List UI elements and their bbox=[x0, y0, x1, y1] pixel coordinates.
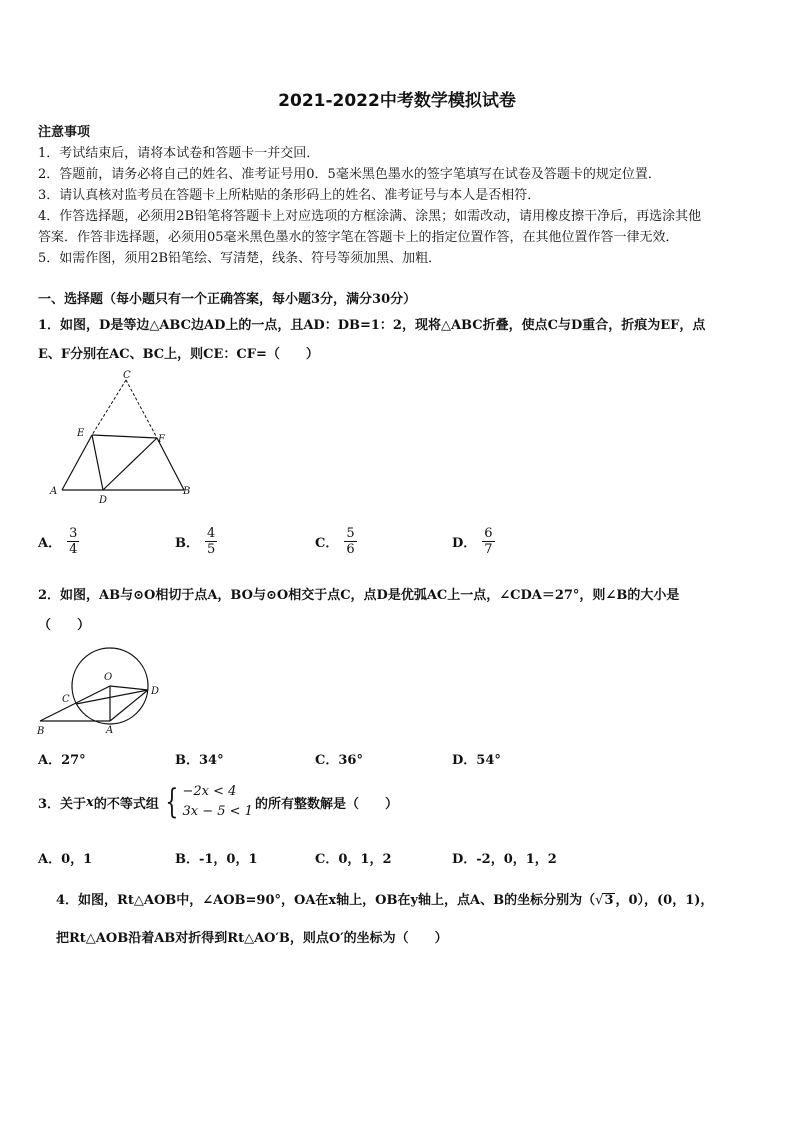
label-o: O bbox=[104, 672, 113, 683]
label-e: E bbox=[77, 428, 85, 439]
q3-option-a[interactable]: A．0，1 bbox=[38, 852, 93, 867]
fraction: $\frac{3}{4}$ bbox=[69, 526, 78, 557]
q1-option-a[interactable] bbox=[38, 526, 79, 557]
edge-fb bbox=[157, 438, 184, 490]
fraction: $\frac{4}{5}$ bbox=[207, 526, 216, 557]
q3-option-c[interactable]: C．0，1，2 bbox=[315, 852, 392, 867]
label-a: A bbox=[50, 486, 58, 497]
question-2-line-1: 2．如图，AB与⊙O相切于点A，BO与⊙O相交于点C，点D是优弧AC上一点，∠CDA＝27°，则∠B的大小是 bbox=[38, 588, 680, 603]
edge-ae bbox=[62, 435, 92, 490]
q3-mid: 的不等式组 bbox=[93, 796, 159, 812]
radius-od bbox=[110, 686, 148, 690]
label-c: C bbox=[123, 370, 131, 381]
label-a: A bbox=[106, 725, 114, 736]
fold-line-ef bbox=[92, 435, 157, 438]
q2-option-d[interactable]: D．54° bbox=[452, 753, 501, 768]
option-letter: D． bbox=[452, 536, 477, 551]
label-d: D bbox=[151, 686, 160, 697]
inequality-row-1: −2x < 4 bbox=[182, 784, 237, 799]
q3-prefix: 3．关于 bbox=[38, 796, 87, 812]
question-4-line-1: 4．如图，Rt△AOB中，∠AOB=90°，OA在x轴上，OB在y轴上，点A、B的坐标分别为（√3 ，0），(0，1)， bbox=[56, 893, 714, 908]
option-letter: A． bbox=[38, 536, 62, 551]
section-heading: 一、选择题（每小题只有一个正确答案，每小题3分，满分30分） bbox=[38, 292, 417, 307]
q2-option-c[interactable]: C．36° bbox=[315, 753, 363, 768]
q2-option-b[interactable]: B．34° bbox=[175, 753, 224, 768]
q3-option-d[interactable]: D．-2，0，1，2 bbox=[452, 852, 557, 867]
notice-item: 5．如需作图，须用2B铅笔绘、写清楚，线条、符号等须加黑、加粗． bbox=[38, 251, 442, 266]
edge-ed bbox=[92, 435, 103, 490]
fraction: $\frac{5}{6}$ bbox=[346, 526, 355, 557]
dashed-edge-ce bbox=[92, 380, 126, 435]
edge-fd bbox=[103, 438, 157, 490]
sqrt-value: 3 bbox=[604, 893, 614, 908]
notice-item: 答案．作答非选择题，必须用05毫米黑色墨水的签字笔在答题卡上的指定位置作答，在其他位置作答一律无效． bbox=[38, 230, 679, 245]
option-letter: B． bbox=[175, 536, 199, 551]
q3-option-b[interactable]: B．-1，0，1 bbox=[175, 852, 258, 867]
fraction: $\frac{6}{7}$ bbox=[484, 526, 493, 557]
label-b: B bbox=[37, 726, 45, 737]
inequality-row-2: 3x − 5 < 1 bbox=[182, 804, 253, 819]
label-d: D bbox=[99, 495, 108, 505]
question-2-circle-figure bbox=[34, 640, 174, 740]
option-letter: C． bbox=[315, 536, 339, 551]
dashed-edge-cf bbox=[126, 380, 157, 438]
label-c: C bbox=[62, 694, 70, 705]
label-b: B bbox=[183, 486, 191, 497]
q3-variable: x bbox=[86, 794, 94, 810]
question-1-line-2: E、F分别在AC、BC上，则CE：CF=（ ） bbox=[38, 347, 319, 362]
question-1-triangle-figure bbox=[44, 370, 204, 505]
segment-bo bbox=[40, 686, 110, 721]
question-4-line-2: 把Rt△AOB沿着AB对折得到Rt△AO′B，则点O′的坐标为（ ） bbox=[56, 931, 448, 946]
q3-suffix: 的所有整数解是（ ） bbox=[254, 796, 398, 812]
notice-heading: 注意事项 bbox=[38, 125, 91, 140]
label-f: F bbox=[158, 434, 165, 445]
q1-option-b[interactable] bbox=[175, 526, 217, 557]
page-title: 2021-2022中考数学模拟试卷 bbox=[278, 91, 516, 111]
question-3 bbox=[38, 782, 398, 822]
question-1-line-1: 1．如图，D是等边△ABC边AD上的一点，且AD：DB=1：2，现将△ABC折叠，使点C与D重合，折痕为EF，点 bbox=[38, 318, 706, 333]
left-brace-icon: { bbox=[165, 782, 179, 822]
q1-option-c[interactable] bbox=[315, 526, 357, 557]
question-2-line-2: （ ） bbox=[38, 618, 91, 633]
q2-option-a[interactable]: A．27° bbox=[38, 753, 86, 768]
notice-item: 4．作答选择题，必须用2B铅笔将答题卡上对应选项的方框涂满、涂黑；如需改动，请用橡皮擦干净后，再选涂其他 bbox=[38, 209, 702, 224]
notice-item: 1．考试结束后，请将本试卷和答题卡一并交回． bbox=[38, 146, 320, 161]
q1-option-d[interactable] bbox=[452, 526, 495, 557]
notice-item: 3．请认真核对监考员在答题卡上所粘贴的条形码上的姓名、准考证号与本人是否相符． bbox=[38, 188, 541, 203]
notice-item: 2．答题前，请务必将自己的姓名、准考证号用0．5毫米黑色墨水的签字笔填写在试卷及答题卡的规定位置． bbox=[38, 167, 661, 182]
inequality-system bbox=[161, 782, 253, 822]
